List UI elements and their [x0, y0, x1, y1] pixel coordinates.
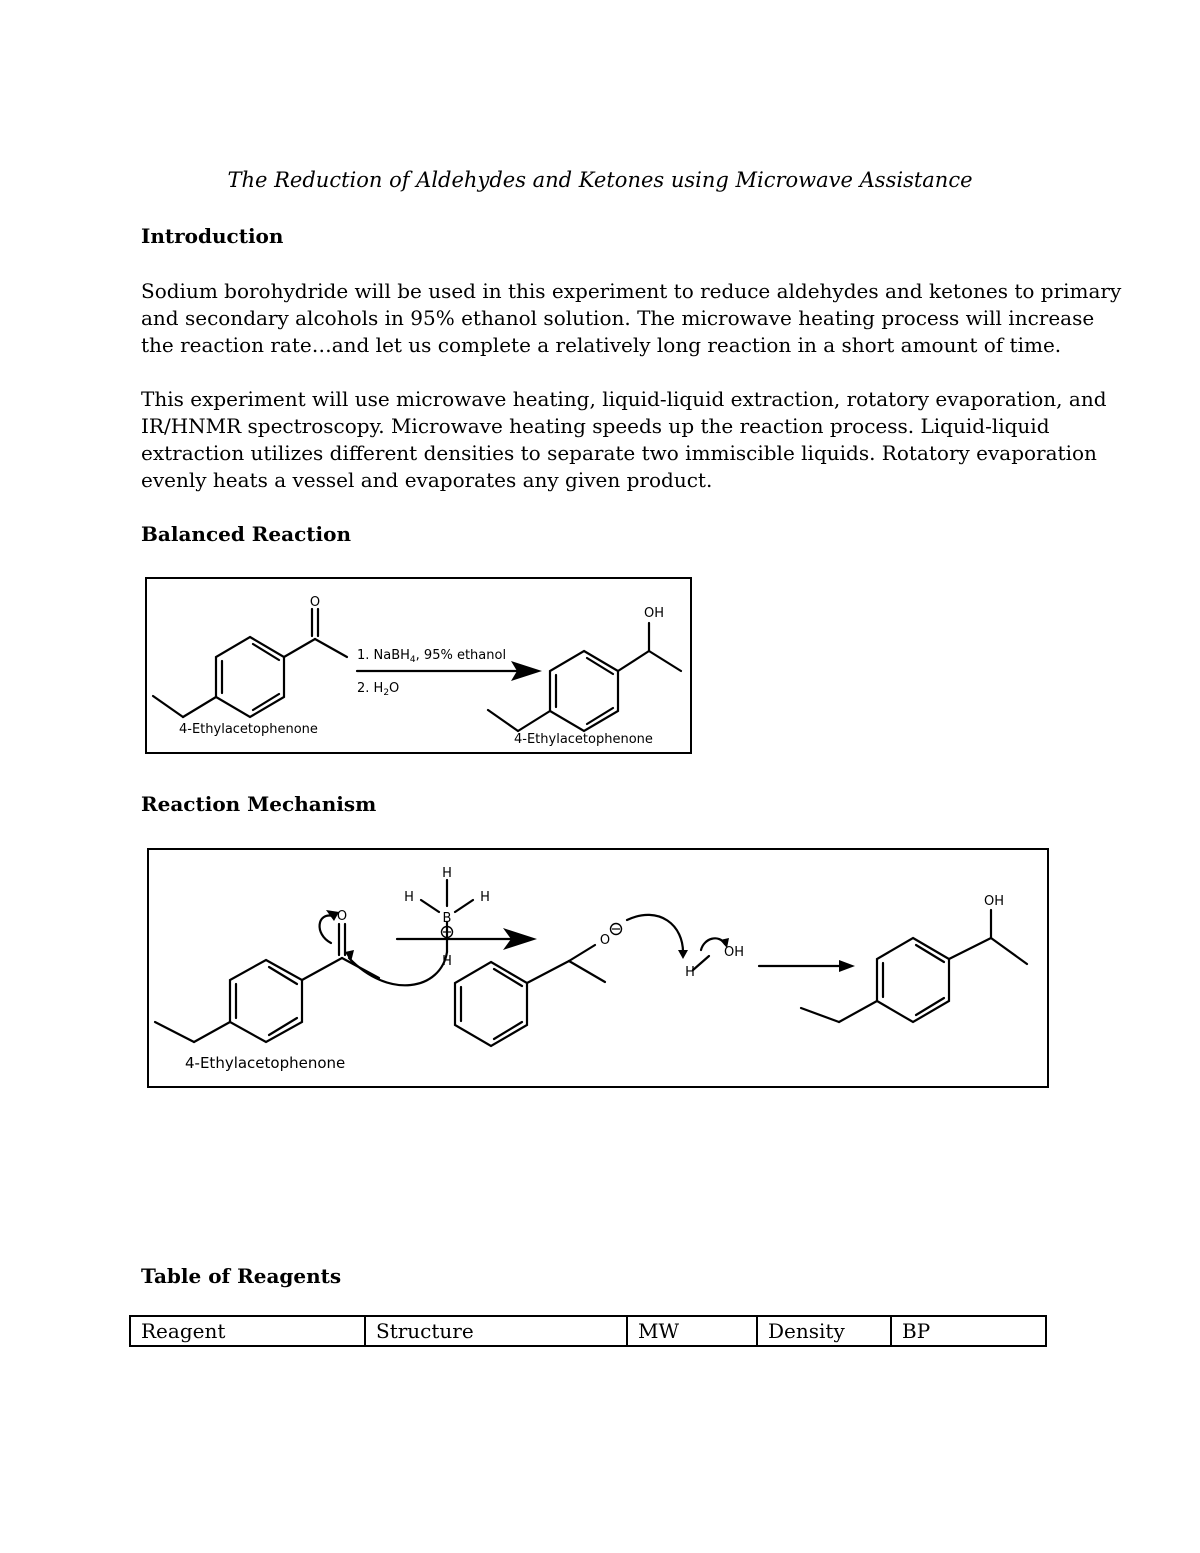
balanced-reaction-heading: Balanced Reaction: [141, 522, 352, 546]
column-header-structure: Structure: [365, 1316, 627, 1346]
column-header-reagent: Reagent: [130, 1316, 365, 1346]
condition-2-subscript: 2: [383, 688, 390, 698]
hydroxyl-label: OH: [643, 606, 665, 621]
introduction-heading: Introduction: [141, 224, 284, 248]
reaction-mechanism-scheme: [147, 848, 1049, 1088]
document-title: The Reduction of Aldehydes and Ketones using Microwave Assistance: [227, 168, 973, 192]
condition-1-rest: , 95% ethanol: [415, 648, 507, 663]
balanced-reaction-svg: [147, 579, 694, 756]
column-header-bp: BP: [891, 1316, 1046, 1346]
carbonyl-oxygen-label: O: [336, 909, 348, 924]
condition-2-rest: O: [389, 681, 400, 696]
product-hydroxyl-label: OH: [983, 894, 1005, 909]
water-h-label: H: [685, 965, 695, 980]
mechanism-reactant-name: 4-Ethylacetophenone: [185, 1054, 346, 1072]
text-line: This experiment will use microwave heating, liquid-liquid extraction, rotatory evaporation, and: [141, 387, 1107, 411]
reagents-table: [129, 1315, 1047, 1347]
text-line: the reaction rate…and let us complete a relatively long reaction in a short amount of time.: [141, 333, 1062, 357]
condition-2-text: 2. H: [357, 681, 384, 696]
column-header-mw: MW: [627, 1316, 757, 1346]
balanced-reaction-scheme: [145, 577, 692, 754]
product-name-label: 4-Ethylacetophenone: [514, 732, 653, 747]
text-line: extraction utilizes different densities to separate two immiscible liquids. Rotatory evaporation: [141, 441, 1097, 465]
water-oh-label: OH: [723, 945, 745, 960]
borohydride-h-bottom: H: [442, 954, 452, 969]
condition-1-label: [357, 648, 506, 665]
borohydride-h-top: H: [442, 866, 452, 881]
carbonyl-oxygen-label: O: [309, 595, 321, 610]
condition-1-text: 1. NaBH: [357, 648, 410, 663]
condition-2-label: [357, 681, 399, 698]
column-header-density: Density: [757, 1316, 891, 1346]
table-header-row: [130, 1316, 1046, 1346]
introduction-paragraph-2: [141, 386, 1107, 494]
introduction-paragraph-1: [141, 278, 1122, 359]
reaction-mechanism-heading: Reaction Mechanism: [141, 792, 377, 816]
table-of-reagents-heading: Table of Reagents: [141, 1264, 342, 1288]
reaction-mechanism-svg: [149, 850, 1051, 1090]
borohydride-h-left: H: [404, 890, 414, 905]
condition-1-subscript: 4: [409, 655, 416, 665]
text-line: evenly heats a vessel and evaporates any given product.: [141, 468, 713, 492]
text-line: IR/HNMR spectroscopy. Microwave heating speeds up the reaction process. Liquid-liquid: [141, 414, 1050, 438]
reactant-name-label: 4-Ethylacetophenone: [179, 722, 318, 737]
boron-label: B: [442, 911, 452, 926]
alkoxide-oxygen-label: O: [599, 933, 611, 948]
borohydride-h-right: H: [480, 890, 490, 905]
text-line: Sodium borohydride will be used in this experiment to reduce aldehydes and ketones to primary: [141, 279, 1122, 303]
text-line: and secondary alcohols in 95% ethanol solution. The microwave heating process will increase: [141, 306, 1095, 330]
